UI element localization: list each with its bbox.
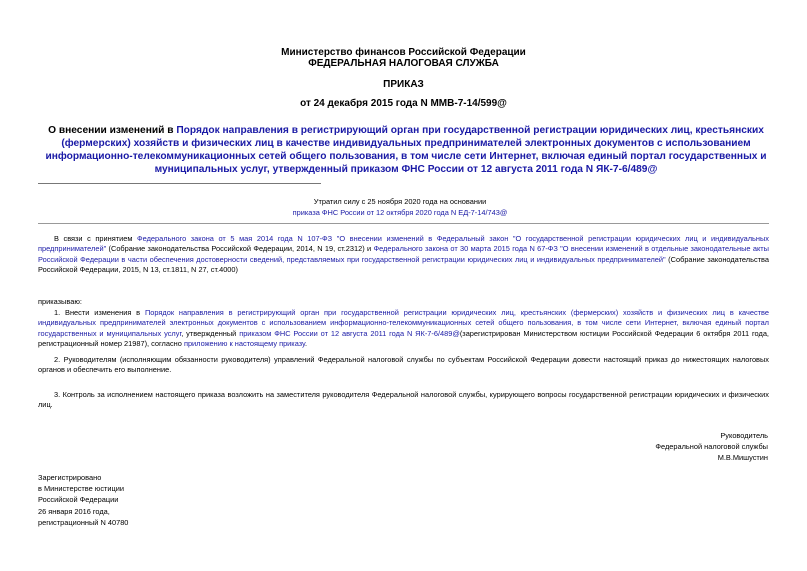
law-107-link[interactable]: Федерального закона от 5 мая 2014 года N 107-ФЗ "О внесении изменений в Федеральный закон "О государственной регистрации юридических лиц и индивидуальных предпринимателей" bbox=[38, 234, 769, 254]
procedure-link[interactable]: Порядок направления в регистрирующий орган при государственной регистрации юридических лиц, крестьянских (фермерских) хозяйств и физических лиц в качестве индивидуальных предпринимателей электронных документов с использованием информационно-телекоммуникационных сетей общего пользования, в том числе сети Интернет, включая единый портал государственных и муниципальных услуг bbox=[38, 308, 769, 338]
order-word: приказываю: bbox=[38, 297, 82, 306]
order-489-link[interactable]: приказом ФНС России от 12 августа 2011 года N ЯК-7-6/489@ bbox=[239, 328, 460, 338]
title-text: О внесении изменений в bbox=[48, 125, 177, 136]
document-title bbox=[36, 124, 776, 176]
divider-line bbox=[38, 183, 321, 184]
signature-name: М.В.Мишустин bbox=[717, 453, 768, 463]
title-link-procedure[interactable]: Порядок направления в регистрирующий орган при государственной регистрации юридических лиц, крестьянских (фермерских) хозяйств и физических лиц в качестве индивидуальных предпринимателей электронных документов с использованием информационно-телекоммуникационных сетей общего пользования, в том числе сети Интернет, включая единый портал государственных и муниципальных услуг, утвержденный приказом ФНС России от 12 августа 2011 года N ЯК-7-6/489@ bbox=[45, 125, 767, 175]
signature-organization: Федеральной налоговой службы bbox=[655, 442, 768, 452]
ministry-name: Министерство финансов Российской Федерации bbox=[281, 47, 526, 58]
service-name: ФЕДЕРАЛЬНАЯ НАЛОГОВАЯ СЛУЖБА bbox=[308, 58, 499, 69]
law-67-link[interactable]: Федерального закона от 30 марта 2015 года N 67-ФЗ "О внесении изменений в отдельные законодательные акты Российской Федерации в части обеспечения достоверности сведений, представляемых при государственной регистрации юридических лиц и индивидуальных предпринимателей" bbox=[38, 244, 769, 264]
doc-date-number: от 24 декабря 2015 года N ММВ-7-14/599@ bbox=[300, 98, 507, 109]
lost-force-note: Утратил силу с 25 ноября 2020 года на основании bbox=[313, 197, 487, 206]
registration-block: Зарегистрировано в Министерстве юстиции Российской Федерации 26 января 2016 года, регистрационный N 40780 bbox=[38, 473, 129, 527]
doc-type: ПРИКАЗ bbox=[383, 79, 424, 90]
item-1-paragraph: 1. Внести изменения в Порядок направления в регистрирующий орган при государственной регистрации юридических лиц, крестьянских (фермерских) хозяйств и физических лиц в качестве индивидуальных предпринимателей электронных документов с использованием информационно-телекоммуникационных сетей общего пользования, в том числе сети Интернет, включая единый портал государственных и муниципальных услуг, утвержденный приказом ФНС России от 12 августа 2011 года N ЯК-7-6/489@(зарегистрирован Министерством юстиции Российской Федерации 6 октября 2011 года, регистрационный номер 21987), согласно приложению к настоящему приказу. bbox=[38, 308, 769, 349]
item-2-paragraph: 2. Руководителям (исполняющим обязанности руководителя) управлений Федеральной налоговой службы по субъектам Российской Федерации довести настоящий приказ до нижестоящих налоговых органов и обеспечить его выполнение. bbox=[38, 355, 769, 375]
preamble-paragraph: В связи с принятием Федерального закона от 5 мая 2014 года N 107-ФЗ "О внесении изменений в Федеральный закон "О государственной регистрации юридических лиц и индивидуальных предпринимателей" (Собрание законодательства Российской Федерации, 2014, N 19, ст.2312) и Федерального закона от 30 марта 2015 года N 67-ФЗ "О внесении изменений в отдельные законодательные акты Российской Федерации в части обеспечения достоверности сведений, представляемых при государственной регистрации юридических лиц и индивидуальных предпринимателей" (Собрание законодательства Российской Федерации, 2015, N 13, ст.1811, N 27, ст.4000) bbox=[38, 234, 769, 275]
appendix-link[interactable]: приложению к настоящему приказу bbox=[183, 339, 305, 349]
signature-position: Руководитель bbox=[720, 431, 768, 440]
divider-line bbox=[38, 223, 769, 224]
signature-block bbox=[655, 430, 768, 464]
lost-force-link[interactable]: приказа ФНС России от 12 октября 2020 года N ЕД-7-14/743@ bbox=[292, 208, 508, 217]
item-3-paragraph: 3. Контроль за исполнением настоящего приказа возложить на заместителя руководителя Федеральной налоговой службы, курирующего вопросы государственной регистрации юридических и физических лиц. bbox=[38, 390, 769, 410]
